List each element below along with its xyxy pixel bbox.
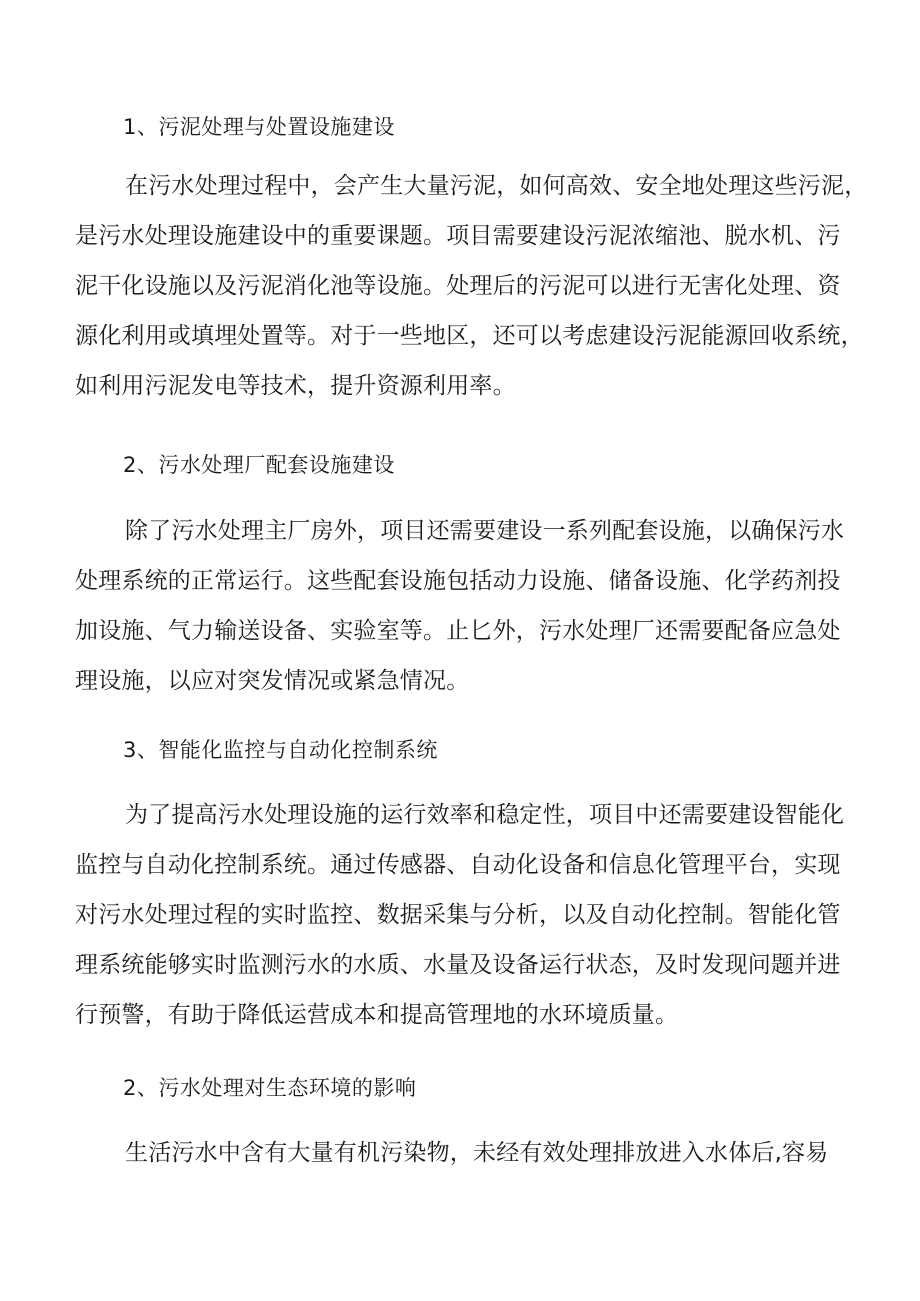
paragraph-supporting-facilities bbox=[75, 506, 845, 706]
paragraph-line: 理系统能够实时监测污水的水质、水量及设备运行状态，及时发现问题并进 bbox=[75, 952, 841, 978]
paragraph-line: 加设施、气力输送设备、实验室等。止匕外，污水处理厂还需要配备应急处 bbox=[75, 618, 841, 644]
paragraph-smart-monitoring bbox=[75, 790, 845, 1040]
paragraph-line: 为了提高污水处理设施的运行效率和稳定性，项目中还需要建设智能化 bbox=[125, 802, 845, 828]
paragraph-line: 是污水处理设施建设中的重要课题。项目需要建设污泥浓缩池、脱水机、污 bbox=[75, 223, 841, 249]
paragraph-line: 除了污水处理主厂房外，项目还需要建设一系列配套设施，以确保污水 bbox=[125, 518, 845, 544]
paragraph-line: 理设施，以应对突发情况或紧急情况。 bbox=[75, 668, 470, 694]
section-heading-sludge: 1、污泥处理与处置设施建设 bbox=[123, 115, 395, 139]
paragraph-line: 行预警，有助于降低运营成本和提高管理地的水环境质量。 bbox=[75, 1002, 679, 1028]
paragraph-line: 如利用污泥发电等技术，提升资源利用率。 bbox=[75, 373, 516, 399]
paragraph-ecological-impact bbox=[75, 1128, 835, 1178]
paragraph-line: 监控与自动化控制系统。通过传感器、自动化设备和信息化管理平台，实现 bbox=[75, 852, 841, 878]
paragraph-line: 泥干化设施以及污泥消化池等设施。处理后的污泥可以进行无害化处理、资 bbox=[75, 273, 841, 299]
paragraph-line: 处理系统的正常运行。这些配套设施包括动力设施、储备设施、化学药剂投 bbox=[75, 568, 841, 594]
paragraph-line: 对污水处理过程的实时监控、数据采集与分析，以及自动化控制。智能化管 bbox=[75, 902, 841, 928]
section-heading-ecological-impact: 2、污水处理对生态环境的影响 bbox=[123, 1076, 417, 1100]
paragraph-line: 生活污水中含有大量有机污染物，未经有效处理排放进入水体后,容易 bbox=[125, 1140, 829, 1166]
paragraph-sludge bbox=[75, 161, 868, 411]
paragraph-line: 在污水处理过程中，会产生大量污泥，如何高效、安全地处理这些污泥， bbox=[125, 173, 868, 199]
section-heading-supporting-facilities: 2、污水处理厂配套设施建设 bbox=[123, 453, 395, 477]
section-heading-smart-monitoring: 3、智能化监控与自动化控制系统 bbox=[123, 738, 438, 762]
paragraph-line: 源化利用或填埋处置等。对于一些地区，还可以考虑建设污泥能源回收系统， bbox=[75, 323, 864, 349]
